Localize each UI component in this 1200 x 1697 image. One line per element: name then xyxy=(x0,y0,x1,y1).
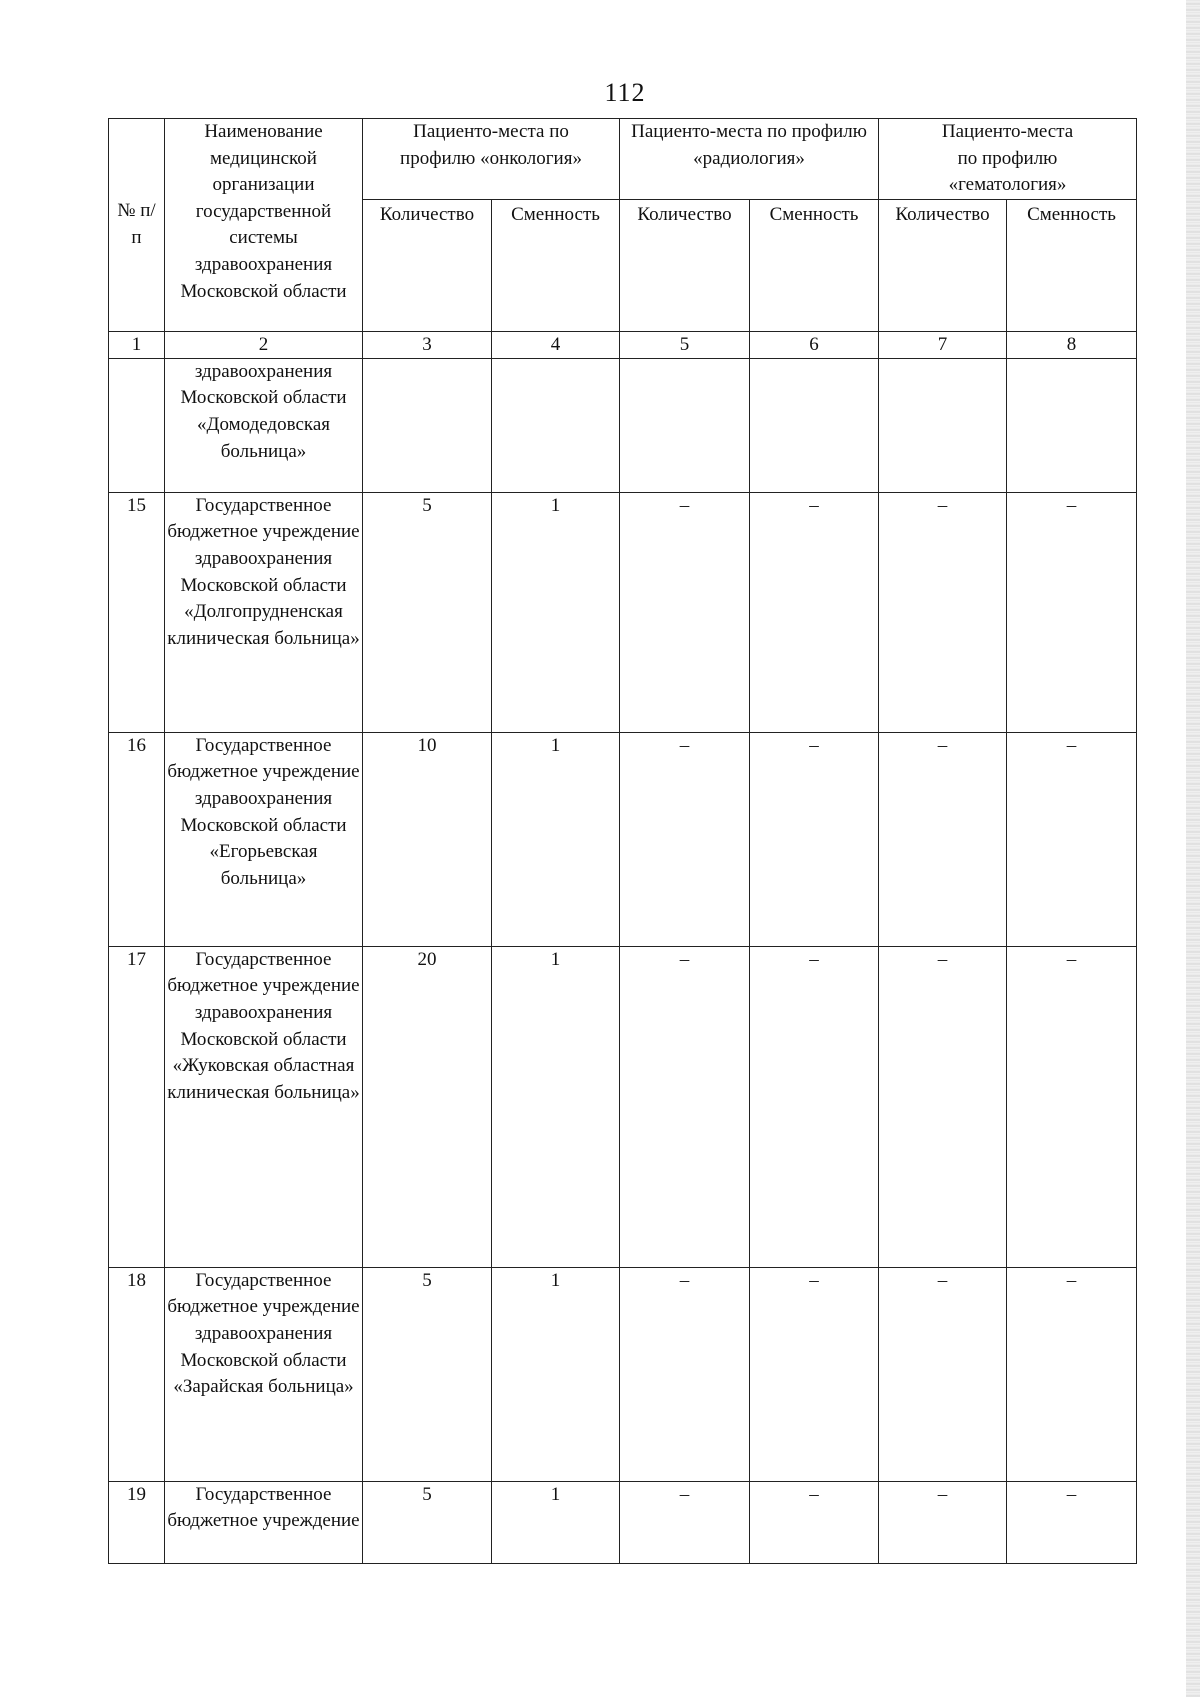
row-hematology-shift: – xyxy=(1007,946,1137,1267)
header-sub-quantity: Количество xyxy=(363,199,492,331)
header-sub-quantity: Количество xyxy=(620,199,750,331)
column-number: 4 xyxy=(492,331,620,358)
table-row xyxy=(109,732,1137,946)
page-number: 112 xyxy=(604,78,646,107)
row-num: 16 xyxy=(109,732,165,946)
row-oncology-quantity: 5 xyxy=(363,1481,492,1563)
row-hematology-shift: – xyxy=(1007,1267,1137,1481)
row-name: Государственное бюджетное учреждение xyxy=(165,1481,363,1563)
header-group-radiology: Пациенто-места по профилю «радиология» xyxy=(620,119,879,200)
row-num: 15 xyxy=(109,492,165,732)
table-row xyxy=(109,1267,1137,1481)
column-number: 3 xyxy=(363,331,492,358)
row-oncology-shift xyxy=(492,358,620,492)
header-name: Наименование медицинской организации государственной системы здравоохранения Московской области xyxy=(165,119,363,332)
row-oncology-quantity: 5 xyxy=(363,492,492,732)
row-oncology-shift: 1 xyxy=(492,1267,620,1481)
row-name: здравоохранения Московской области «Домодедовская больница» xyxy=(165,358,363,492)
row-oncology-quantity: 5 xyxy=(363,1267,492,1481)
row-oncology-shift: 1 xyxy=(492,732,620,946)
row-radiology-shift xyxy=(750,358,879,492)
header-num: № п/п xyxy=(109,119,165,332)
row-num: 17 xyxy=(109,946,165,1267)
row-hematology-shift xyxy=(1007,358,1137,492)
row-radiology-shift: – xyxy=(750,732,879,946)
row-hematology-quantity xyxy=(879,358,1007,492)
row-oncology-shift: 1 xyxy=(492,946,620,1267)
header-sub-shift: Сменность xyxy=(750,199,879,331)
row-name: Государственное бюджетное учреждение здравоохранения Московской области «Зарайская больница» xyxy=(165,1267,363,1481)
column-number: 8 xyxy=(1007,331,1137,358)
row-radiology-shift: – xyxy=(750,1267,879,1481)
row-num: 18 xyxy=(109,1267,165,1481)
row-hematology-quantity: – xyxy=(879,732,1007,946)
row-radiology-shift: – xyxy=(750,946,879,1267)
row-hematology-quantity: – xyxy=(879,492,1007,732)
row-radiology-quantity: – xyxy=(620,946,750,1267)
header-group-hematology: Пациенто-места по профилю «гематология» xyxy=(879,119,1137,200)
table-row xyxy=(109,492,1137,732)
row-hematology-quantity: – xyxy=(879,946,1007,1267)
column-number: 6 xyxy=(750,331,879,358)
row-name: Государственное бюджетное учреждение здравоохранения Московской области «Егорьевская больница» xyxy=(165,732,363,946)
row-name: Государственное бюджетное учреждение здравоохранения Московской области «Долгопрудненская клиническая больница» xyxy=(165,492,363,732)
row-radiology-quantity: – xyxy=(620,1267,750,1481)
row-radiology-shift: – xyxy=(750,492,879,732)
row-radiology-quantity: – xyxy=(620,732,750,946)
row-radiology-quantity xyxy=(620,358,750,492)
row-name: Государственное бюджетное учреждение здравоохранения Московской области «Жуковская областная клиническая больница» xyxy=(165,946,363,1267)
header-sub-shift: Сменность xyxy=(1007,199,1137,331)
data-table xyxy=(108,118,1137,1564)
column-number: 1 xyxy=(109,331,165,358)
row-oncology-quantity: 20 xyxy=(363,946,492,1267)
row-radiology-quantity: – xyxy=(620,1481,750,1563)
row-oncology-quantity: 10 xyxy=(363,732,492,946)
header-sub-shift: Сменность xyxy=(492,199,620,331)
row-radiology-quantity: – xyxy=(620,492,750,732)
row-hematology-quantity: – xyxy=(879,1481,1007,1563)
row-hematology-shift: – xyxy=(1007,732,1137,946)
row-radiology-shift: – xyxy=(750,1481,879,1563)
table-row xyxy=(109,358,1137,492)
row-oncology-quantity xyxy=(363,358,492,492)
row-oncology-shift: 1 xyxy=(492,492,620,732)
table-row xyxy=(109,1481,1137,1563)
column-number: 5 xyxy=(620,331,750,358)
table-row xyxy=(109,946,1137,1267)
row-hematology-shift: – xyxy=(1007,492,1137,732)
header-group-oncology: Пациенто-места по профилю «онкология» xyxy=(363,119,620,200)
row-hematology-quantity: – xyxy=(879,1267,1007,1481)
column-number: 2 xyxy=(165,331,363,358)
header-sub-quantity: Количество xyxy=(879,199,1007,331)
row-num xyxy=(109,358,165,492)
column-number: 7 xyxy=(879,331,1007,358)
row-oncology-shift: 1 xyxy=(492,1481,620,1563)
row-num: 19 xyxy=(109,1481,165,1563)
row-hematology-shift: – xyxy=(1007,1481,1137,1563)
scan-edge xyxy=(1186,0,1200,1697)
